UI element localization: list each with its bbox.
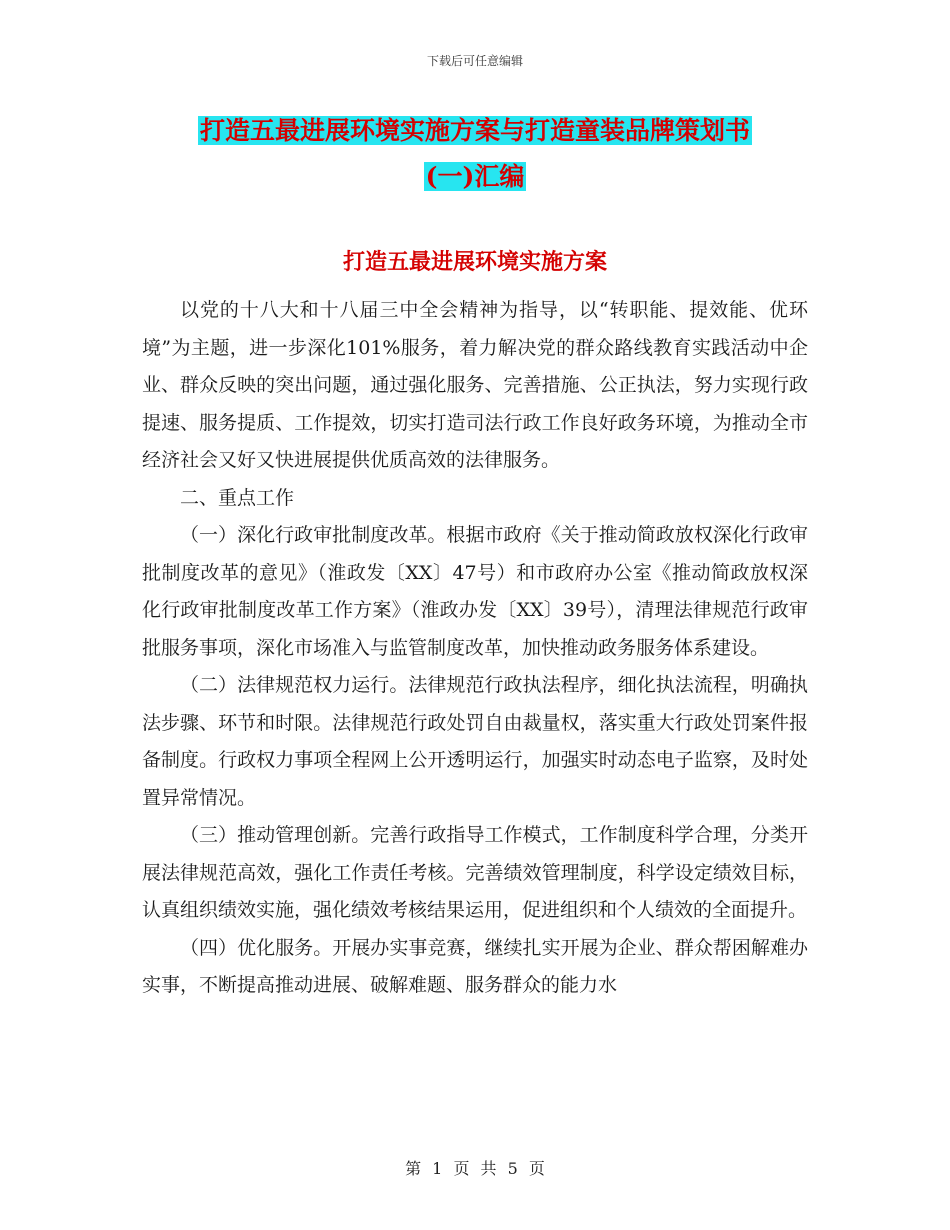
paragraph: （三）推动管理创新。完善行政指导工作模式，工作制度科学合理，分类开展法律规范高效，强化工作责任考核。完善绩效管理制度，科学设定绩效目标，认真组织绩效实施，强化绩效考核结果运用，促进组织和个人绩效的全面提升。 [142,824,808,921]
paragraph: （四）优化服务。开展办实事竞赛，继续扎实开展为企业、群众帮困解难办实事，不断提高推动进展、破解难题、服务群众的能力水 [142,936,808,996]
document-title-line1: 打造五最进展环境实施方案与打造童装品牌策划书 [199,116,750,145]
page-number: 第 1 页 共 5 页 [405,1159,545,1178]
section-title: 打造五最进展环境实施方案 [342,249,607,275]
document-title-line2: (一)汇编 [425,162,525,191]
document-title [142,108,808,200]
paragraph: 二、重点工作 [180,486,295,509]
document-body [142,292,808,1005]
paragraph: 以党的十八大和十八届三中全会精神为指导，以“转职能、提效能、优环境”为主题，进一步深化101%服务，着力解决党的群众路线教育实践活动中企业、群众反映的突出问题，通过强化服务、完善措施、公正执法，努力实现行政提速、服务提质、工作提效，切实打造司法行政工作良好政务环境，为推动全市经济社会又好又快进展提供优质高效的法律服务。 [142,299,808,471]
paragraph: （一）深化行政审批制度改革。根据市政府《关于推动简政放权深化行政审批制度改革的意见》（淮政发〔XX〕47号）和市政府办公室《推动简政放权深化行政审批制度改革工作方案》（淮政办发〔XX〕39号），清理法律规范行政审批服务事项，深化市场准入与监管制度改革，加快推动政务服务体系建设。 [142,524,808,659]
header-note: 下载后可任意编辑 [426,54,523,68]
paragraph: （二）法律规范权力运行。法律规范行政执法程序，细化执法流程，明确执法步骤、环节和时限。法律规范行政处罚自由裁量权，落实重大行政处罚案件报备制度。行政权力事项全程网上公开透明运行，加强实时动态电子监察，及时处置异常情况。 [142,674,808,809]
